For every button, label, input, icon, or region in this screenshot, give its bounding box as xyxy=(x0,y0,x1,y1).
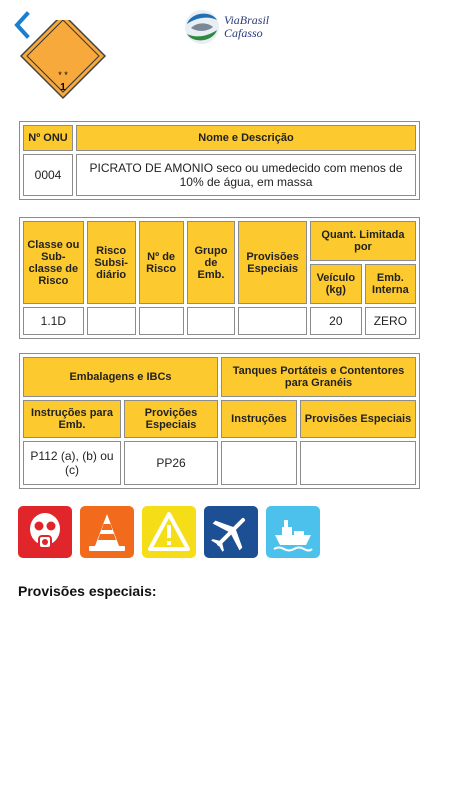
col-header-special-provisions: Provições Especiais xyxy=(124,400,218,438)
onu-table xyxy=(19,121,420,200)
col-header-group: Grupo de Emb. xyxy=(187,221,236,304)
packing-group-value xyxy=(187,307,236,335)
packaging-table xyxy=(19,353,420,489)
logo-swirl-icon xyxy=(183,8,221,46)
col-header-name: Nome e Descrição xyxy=(76,125,416,151)
risk-number-value xyxy=(139,307,184,335)
col-header-provisions: Provisões Especiais xyxy=(238,221,307,304)
packing-instructions-value: P112 (a), (b) ou (c) xyxy=(23,441,121,485)
col-header-onu: Nº ONU xyxy=(23,125,73,151)
col-header-instructions-emb: Instruções para Emb. xyxy=(23,400,121,438)
col-header-packaging: Embalagens e IBCs xyxy=(23,357,218,397)
col-header-class: Classe ou Sub-classe de Risco xyxy=(23,221,84,304)
airplane-icon[interactable] xyxy=(204,506,258,558)
explosive-diamond-icon xyxy=(17,20,109,104)
hazard-class-label xyxy=(17,20,109,104)
transport-icons-row xyxy=(18,506,328,558)
col-header-tanks: Tanques Portáteis e Contentores para Granéis xyxy=(221,357,416,397)
substance-name-value: PICRATO DE AMONIO seco ou umedecido com menos de 10% de água, em massa xyxy=(76,154,416,196)
onu-number-value: 0004 xyxy=(23,154,73,196)
col-header-internal-packaging: Emb. Interna xyxy=(365,264,416,304)
col-header-risk-number: Nº de Risco xyxy=(139,221,184,304)
tank-instructions-value xyxy=(221,441,297,485)
col-header-vehicle: Veículo (kg) xyxy=(310,264,362,304)
hazard-stars: * * xyxy=(58,70,68,80)
col-header-instructions: Instruções xyxy=(221,400,297,438)
internal-packaging-limit-value: ZERO xyxy=(365,307,416,335)
packing-special-provisions-value: PP26 xyxy=(124,441,218,485)
logo-line-1: ViaBrasil xyxy=(224,13,270,27)
logo-line-2: Cafasso xyxy=(224,26,263,40)
subsidiary-risk-value xyxy=(87,307,136,335)
col-header-limited-quantity: Quant. Limitada por xyxy=(310,221,416,261)
col-header-subsidiary: Risco Subsi-diário xyxy=(87,221,136,304)
ship-icon[interactable] xyxy=(266,506,320,558)
hazard-class-number: 1 xyxy=(60,82,66,93)
tank-special-provisions-value xyxy=(300,441,416,485)
risk-table xyxy=(19,217,420,339)
traffic-cone-icon[interactable] xyxy=(80,506,134,558)
col-header-special-provisions-tank: Provisões Especiais xyxy=(300,400,416,438)
risk-class-value: 1.1D xyxy=(23,307,84,335)
special-provisions-value xyxy=(238,307,307,335)
app-logo xyxy=(183,8,269,46)
warning-triangle-icon[interactable] xyxy=(142,506,196,558)
gas-mask-icon[interactable] xyxy=(18,506,72,558)
vehicle-limit-value: 20 xyxy=(310,307,362,335)
special-provisions-heading: Provisões especiais: xyxy=(18,583,157,599)
